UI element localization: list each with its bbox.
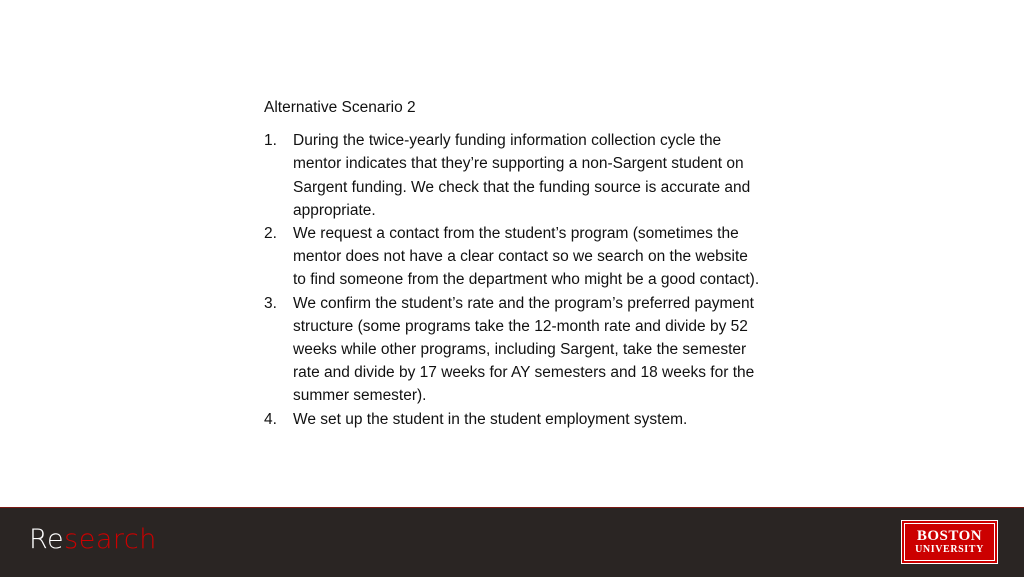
boston-university-logo <box>901 520 998 564</box>
research-wordmark <box>29 522 157 558</box>
slide-content <box>264 96 764 431</box>
step-item <box>264 222 764 292</box>
step-text: We confirm the student’s rate and the program’s preferred payment structure (some programs take the 12-month rate and divide by 52 weeks while other programs, including Sargent, take the semester rate and divide by 17 weeks for AY semesters and 18 weeks for the summer semester). <box>293 294 755 405</box>
step-item <box>264 292 764 408</box>
step-text: We set up the student in the student employment system. <box>293 410 688 428</box>
step-item <box>264 408 764 431</box>
logo-line-university: UNIVERSITY <box>915 544 984 555</box>
step-item <box>264 129 764 222</box>
footer-bar <box>0 507 1024 577</box>
step-number: 4. <box>264 410 277 428</box>
logo-line-boston: BOSTON <box>916 528 983 544</box>
step-number: 1. <box>264 132 277 150</box>
step-text: We request a contact from the student’s program (sometimes the mentor does not have a clear contact so we search on the website to find someone from the department who might be a good contact). <box>293 225 760 289</box>
steps-list <box>264 129 764 431</box>
wordmark-suffix: search <box>64 524 157 555</box>
step-number: 2. <box>264 225 277 243</box>
step-text: During the twice-yearly funding information collection cycle the mentor indicates that they’re supporting a non-Sargent student on Sargent funding. We check that the funding source is accurate and appropriate. <box>293 132 751 219</box>
logo-frame <box>904 523 995 561</box>
step-number: 3. <box>264 294 277 312</box>
scenario-title: Alternative Scenario 2 <box>264 99 416 116</box>
wordmark-prefix: Re <box>29 524 65 555</box>
